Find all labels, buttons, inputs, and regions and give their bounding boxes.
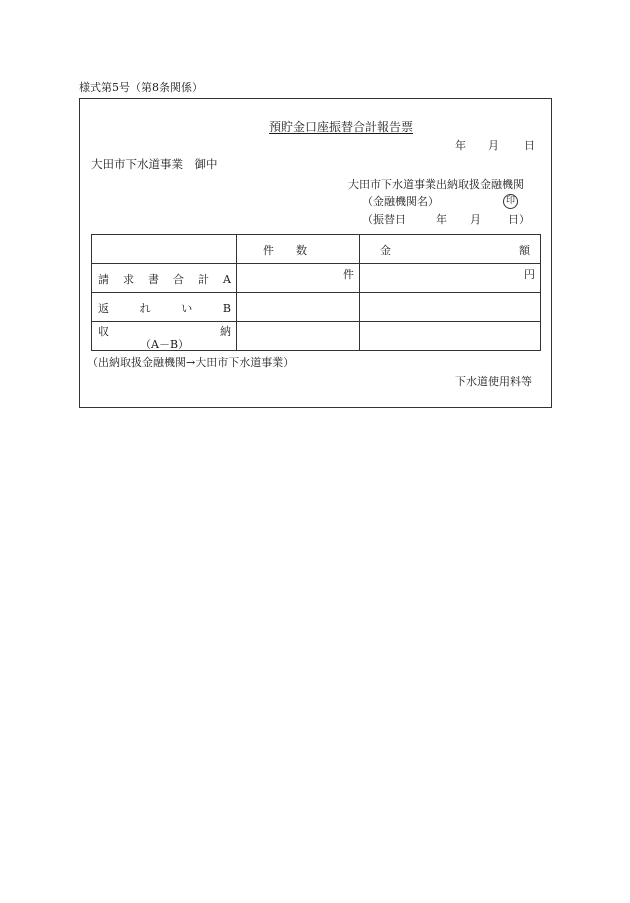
row-label-returned: [98, 303, 231, 314]
row-label-cell: [92, 322, 237, 351]
summary-table: [91, 234, 541, 351]
flow-note: （出納取扱金融機関→大田市下水道事業）: [87, 356, 295, 369]
label-char: 書: [148, 273, 159, 286]
row-label-billed-total: [98, 274, 231, 285]
label-char: 請: [98, 273, 109, 286]
label-char: 返: [98, 302, 109, 315]
seal-icon: 印: [503, 194, 518, 209]
amount-unit: 円: [524, 268, 535, 281]
header-amount-char-1: 金: [380, 244, 391, 257]
label-char: 計: [198, 273, 209, 286]
row-amount-cell[interactable]: [360, 264, 541, 293]
addressee: 大田市下水道事業 御中: [91, 157, 218, 171]
form-label: 様式第5号（第8条関係）: [79, 81, 203, 94]
row-count-cell[interactable]: [237, 293, 360, 322]
label-char: 納: [220, 325, 231, 338]
label-char: 収: [98, 325, 109, 338]
transfer-date-month: 月: [470, 213, 481, 226]
transfer-date-prefix: （振替日: [362, 213, 406, 226]
table-row: [92, 322, 541, 351]
seal-mark: [503, 194, 518, 209]
transfer-date-year: 年: [436, 213, 447, 226]
table-row: [92, 264, 541, 293]
row-amount-cell[interactable]: [360, 322, 541, 351]
label-char: A: [223, 273, 231, 286]
row-count-cell[interactable]: [237, 322, 360, 351]
label-char: 求: [123, 273, 134, 286]
count-unit: 件: [343, 268, 354, 281]
label-char: い: [181, 302, 193, 315]
row-label-cell: [92, 264, 237, 293]
header-count-cell: [237, 235, 360, 264]
header-count: 件 数: [263, 244, 307, 257]
header-amount-cell: [360, 235, 541, 264]
row-sublabel: （A－B）: [140, 338, 190, 351]
label-char: れ: [139, 302, 151, 315]
header-amount: [380, 245, 530, 256]
table-row: [92, 293, 541, 322]
header-blank-cell: [92, 235, 237, 264]
bank-name-label: （金融機関名）: [362, 195, 439, 208]
date-year: 年: [455, 139, 466, 152]
table-header-row: [92, 235, 541, 264]
date-month: 月: [488, 139, 499, 152]
row-label-collected: [98, 326, 231, 337]
form-title: 預貯金口座振替合計報告票: [269, 120, 414, 134]
footer-note: 下水道使用料等: [455, 375, 532, 388]
label-char: B: [222, 302, 231, 315]
transfer-date-day: 日）: [508, 213, 530, 226]
row-amount-cell[interactable]: [360, 293, 541, 322]
date-day: 日: [524, 139, 535, 152]
sender-org: 大田市下水道事業出納取扱金融機関: [348, 178, 524, 191]
row-count-cell[interactable]: [237, 264, 360, 293]
header-amount-char-2: 額: [519, 244, 530, 257]
row-label-cell: [92, 293, 237, 322]
label-char: 合: [173, 273, 184, 286]
